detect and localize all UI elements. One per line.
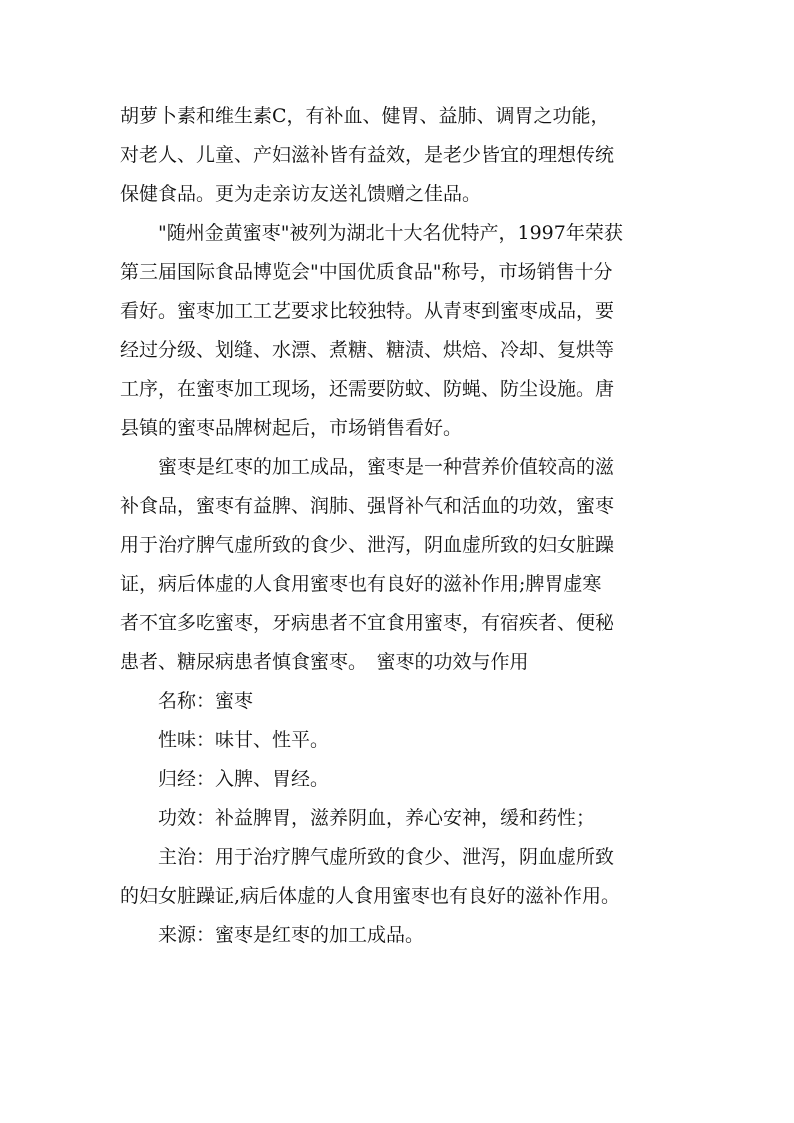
text-line: 证，病后体虚的人食用蜜枣也有良好的滋补作用;脾胃虚寒 — [120, 573, 602, 595]
text-line: 来源：蜜枣是红枣的加工成品。 — [158, 924, 425, 946]
text-line: 者不宜多吃蜜枣，牙病患者不宜食用蜜枣，有宿疾者、便秘 — [120, 612, 615, 634]
entry-meridian — [120, 760, 676, 799]
paragraph-suizhou-dates — [120, 214, 676, 448]
text-line: 县镇的蜜枣品牌树起后，市场销售看好。 — [120, 417, 463, 439]
text-line: 用于治疗脾气虚所致的食少、泄泻，阴血虚所致的妇女脏躁 — [120, 534, 615, 556]
text-line: 补食品，蜜枣有益脾、润肺、强肾补气和活血的功效，蜜枣 — [120, 495, 615, 517]
entry-name — [120, 682, 676, 721]
text-line: 经过分级、划缝、水漂、煮糖、糖渍、烘焙、冷却、复烘等 — [120, 339, 615, 361]
text-line: 名称：蜜枣 — [158, 690, 254, 712]
text-line: 保健食品。更为走亲访友送礼馈赠之佳品。 — [120, 183, 482, 205]
text-line: 主治：用于治疗脾气虚所致的食少、泄泻，阴血虚所致 — [158, 846, 615, 868]
entry-efficacy — [120, 799, 676, 838]
text-line: 胡萝卜素和维生素C，有补血、健胃、益肺、调胃之功能， — [120, 105, 610, 127]
text-line: 患者、糖尿病患者慎食蜜枣。 蜜枣的功效与作用 — [120, 651, 529, 673]
text-line: 蜜枣是红枣的加工成品，蜜枣是一种营养价值较高的滋 — [158, 456, 615, 478]
text-line: 对老人、儿童、产妇滋补皆有益效，是老少皆宜的理想传统 — [120, 144, 615, 166]
text-line: 归经：入脾、胃经。 — [158, 768, 330, 790]
paragraph-benefits — [120, 448, 676, 682]
text-line: "随州金黄蜜枣"被列为湖北十大名优特产，1997年荣获 — [158, 222, 623, 244]
text-line: 的妇女脏躁证,病后体虚的人食用蜜枣也有良好的滋补作用。 — [120, 885, 621, 907]
text-line: 功效：补益脾胃，滋养阴血，养心安神，缓和药性； — [158, 807, 596, 829]
text-line: 性味：味甘、性平。 — [158, 729, 330, 751]
entry-taste — [120, 721, 676, 760]
paragraph-nutrition — [120, 97, 676, 214]
text-line: 第三届国际食品博览会"中国优质食品"称号，市场销售十分 — [120, 261, 613, 283]
entry-source — [120, 916, 676, 955]
text-line: 工序，在蜜枣加工现场，还需要防蚊、防蝇、防尘设施。唐 — [120, 378, 615, 400]
document-body — [120, 97, 676, 955]
entry-indication — [120, 838, 676, 916]
text-line: 看好。蜜枣加工工艺要求比较独特。从青枣到蜜枣成品，要 — [120, 300, 615, 322]
